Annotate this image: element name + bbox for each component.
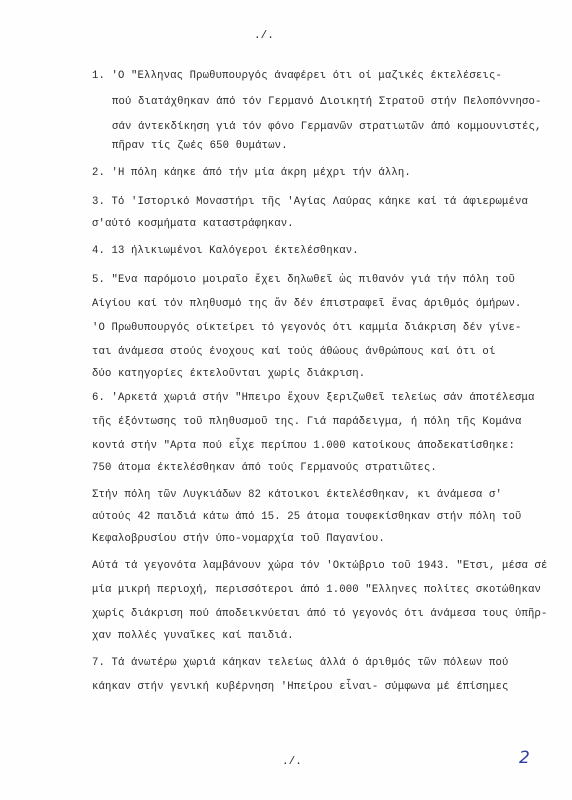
header-continuation-mark: ./. <box>254 30 274 42</box>
text-line: σ'αύτό κοσμήματα καταστράφηκαν. <box>92 218 294 230</box>
footer-continuation-mark: ./. <box>282 756 302 768</box>
text-line: 4. 13 ήλικιωμένοι Καλόγεροι έκτελέσθηκαν. <box>92 245 359 257</box>
text-line: Κεφαλοβρυσίου στήν ύπο-νομαρχία τοῦ Παγανίου. <box>92 533 385 545</box>
text-line: 5. "Ενα παρόμοιο μοιραῖο ἔχει δηλωθεῖ ὡς πιθανόν γιά τήν πόλη τοῦ <box>92 274 515 286</box>
text-line: 3. Τό 'Ιστορικό Μοναστήρι τῆς 'Αγίας Λαύρας κάηκε καί τά άφιερωμένα <box>92 196 528 208</box>
text-line: πού διατάχθηκαν άπό τόν Γερμανό Διοικητή Στρατοῦ στήν Πελοπόννησο- <box>112 96 542 108</box>
text-line: 1. 'Ο "Ελληνας Πρωθυπουργός άναφέρει ότι οί μαζικές έκτελέσεις- <box>92 70 502 82</box>
handwritten-page-number: 2 <box>519 748 530 768</box>
text-line: πῆραν τίς ζωές 650 θυμάτων. <box>112 140 288 152</box>
text-line: ται άνάμεσα στούς ένοχους καί τούς άθώους άνθρώπους καί ότι οί <box>92 346 496 358</box>
text-line: μία μικρή περιοχή, περισσότεροι άπό 1.000 "Ελληνες πολίτες σκοτώθηκαν <box>92 584 542 596</box>
text-line: σάν άντεκδίκηση γιά τόν φόνο Γερμανῶν στρατιωτῶν άπό κομμουνιστές, <box>112 121 542 133</box>
text-line: χωρίς διάκριση πού άποδεικνύεται άπό τό γεγονός ότι άνάμεσα τους ύπῆρ- <box>92 608 548 620</box>
text-line: αύτούς 42 παιδιά κάτω άπό 15. 25 άτομα τουφεκίσθηκαν στήν πόλη τοῦ <box>92 511 522 523</box>
text-line: δύο κατηγορίες έκτελοῦνται χωρίς διάκριση. <box>92 368 366 380</box>
text-line: Αύτά τά γεγονότα λαμβάνουν χώρα τόν 'Οκτώβριο τοῦ 1943. "Ετσι, μέσα σέ <box>92 560 548 572</box>
text-line: Αίγίου καί τόν πληθυσμό της ἄν δέν έπιστραφεῖ ἕνας άριθμός όμήρων. <box>92 298 522 310</box>
text-line: 7. Τά άνωτέρω χωριά κάηκαν τελείως άλλά ό άριθμός τῶν πόλεων πού <box>92 657 509 669</box>
text-line: 6. 'Αρκετά χωριά στήν "Ηπειρο ἔχουν ξεριζωθεῖ τελείως σάν άποτέλεσμα <box>92 392 535 404</box>
text-line: κάηκαν στήν γενική κυβέρνηση 'Ηπείρου εἶναι- σύμφωνα μέ έπίσημες <box>92 681 509 693</box>
text-line: Στήν πόλη τῶν Λυγκιάδων 82 κάτοικοι έκτελέσθηκαν, κι άνάμεσα σ' <box>92 489 502 501</box>
text-line: κοντά στήν "Αρτα πού εἶχε περίπου 1.000 κατοίκους άποδεκατίσθηκε: <box>92 440 515 452</box>
text-line: 2. 'Η πόλη κάηκε άπό τήν μία άκρη μέχρι τήν άλλη. <box>92 167 411 179</box>
text-line: 750 άτομα έκτελέσθηκαν άπό τούς Γερμανούς στρατιῶτες. <box>92 462 437 474</box>
text-line: χαν πολλές γυναῖκες καί παιδιά. <box>92 630 294 642</box>
text-line: 'Ο Πρωθυπουργός οίκτείρει τό γεγονός ότι καμμία διάκριση δέν γίνε- <box>92 322 522 334</box>
text-line: τῆς έξόντωσης τοῦ πληθυσμοῦ της. Γιά παράδειγμα, ή πόλη τῆς Κομάνα <box>92 416 522 428</box>
